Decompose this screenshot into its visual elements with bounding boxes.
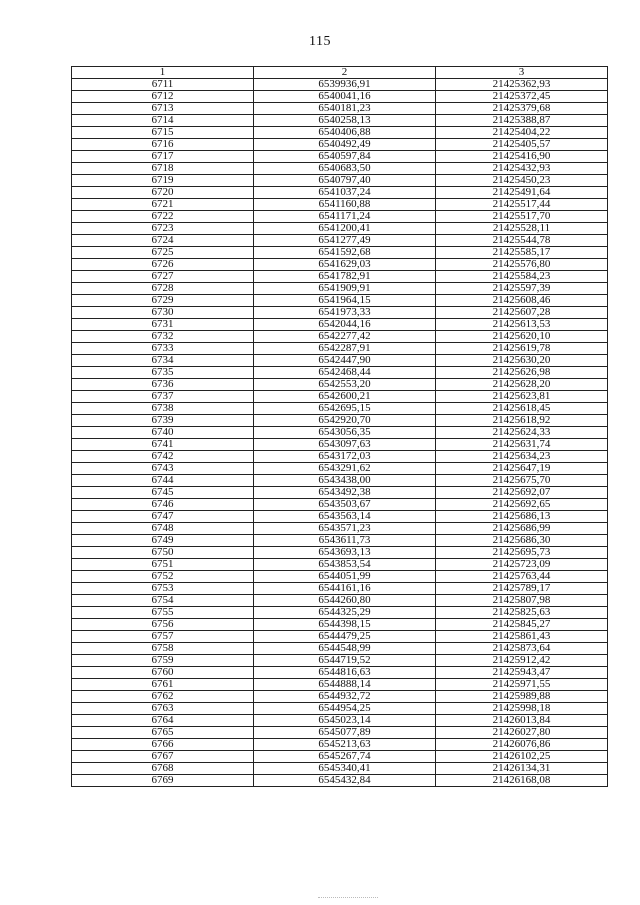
x-coordinate-cell: 6545340,41 [254,763,436,775]
y-coordinate-cell: 21425647,19 [436,463,608,475]
point-number-cell: 6757 [72,631,254,643]
column-header-3: 3 [436,67,608,79]
point-number-cell: 6719 [72,175,254,187]
y-coordinate-cell: 21426076,86 [436,739,608,751]
y-coordinate-cell: 21425675,70 [436,475,608,487]
table-row [72,487,608,499]
table-row [72,379,608,391]
point-number-cell: 6744 [72,475,254,487]
x-coordinate-cell: 6541200,41 [254,223,436,235]
table-row [72,127,608,139]
y-coordinate-cell: 21425362,93 [436,79,608,91]
table-row [72,511,608,523]
table-row [72,247,608,259]
y-coordinate-cell: 21425450,23 [436,175,608,187]
point-number-cell: 6740 [72,427,254,439]
y-coordinate-cell: 21425618,92 [436,415,608,427]
point-number-cell: 6761 [72,679,254,691]
y-coordinate-cell: 21425404,22 [436,127,608,139]
x-coordinate-cell: 6540797,40 [254,175,436,187]
table-row [72,367,608,379]
table-row [72,535,608,547]
table-row [72,391,608,403]
table-row [72,475,608,487]
y-coordinate-cell: 21425620,10 [436,331,608,343]
table-row [72,571,608,583]
table-row [72,115,608,127]
point-number-cell: 6712 [72,91,254,103]
point-number-cell: 6769 [72,775,254,787]
x-coordinate-cell: 6545267,74 [254,751,436,763]
x-coordinate-cell: 6544398,15 [254,619,436,631]
y-coordinate-cell: 21425613,53 [436,319,608,331]
table-row [72,79,608,91]
y-coordinate-cell: 21426013,84 [436,715,608,727]
x-coordinate-cell: 6540181,23 [254,103,436,115]
y-coordinate-cell: 21425630,20 [436,355,608,367]
table-row [72,319,608,331]
table-row [72,499,608,511]
x-coordinate-cell: 6545432,84 [254,775,436,787]
point-number-cell: 6767 [72,751,254,763]
x-coordinate-cell: 6543492,38 [254,487,436,499]
point-number-cell: 6762 [72,691,254,703]
y-coordinate-cell: 21425372,45 [436,91,608,103]
x-coordinate-cell: 6543503,67 [254,499,436,511]
y-coordinate-cell: 21425789,17 [436,583,608,595]
point-number-cell: 6715 [72,127,254,139]
point-number-cell: 6743 [72,463,254,475]
x-coordinate-cell: 6545023,14 [254,715,436,727]
point-number-cell: 6749 [72,535,254,547]
y-coordinate-cell: 21425607,28 [436,307,608,319]
point-number-cell: 6747 [72,511,254,523]
x-coordinate-cell: 6543097,63 [254,439,436,451]
point-number-cell: 6713 [72,103,254,115]
x-coordinate-cell: 6541973,33 [254,307,436,319]
y-coordinate-cell: 21425608,46 [436,295,608,307]
table-row [72,751,608,763]
point-number-cell: 6734 [72,355,254,367]
point-number-cell: 6720 [72,187,254,199]
point-number-cell: 6750 [72,547,254,559]
point-number-cell: 6755 [72,607,254,619]
y-coordinate-cell: 21425585,17 [436,247,608,259]
table-row [72,631,608,643]
y-coordinate-cell: 21425379,68 [436,103,608,115]
y-coordinate-cell: 21425692,07 [436,487,608,499]
point-number-cell: 6730 [72,307,254,319]
point-number-cell: 6721 [72,199,254,211]
table-row [72,175,608,187]
x-coordinate-cell: 6540597,84 [254,151,436,163]
point-number-cell: 6737 [72,391,254,403]
x-coordinate-cell: 6544479,25 [254,631,436,643]
y-coordinate-cell: 21425584,23 [436,271,608,283]
table-row [72,103,608,115]
table-row [72,667,608,679]
table-row [72,715,608,727]
y-coordinate-cell: 21425528,11 [436,223,608,235]
point-number-cell: 6765 [72,727,254,739]
y-coordinate-cell: 21425619,78 [436,343,608,355]
x-coordinate-cell: 6545077,89 [254,727,436,739]
y-coordinate-cell: 21425623,81 [436,391,608,403]
x-coordinate-cell: 6544816,63 [254,667,436,679]
table-row [72,775,608,787]
table-row [72,343,608,355]
point-number-cell: 6768 [72,763,254,775]
y-coordinate-cell: 21425686,99 [436,523,608,535]
y-coordinate-cell: 21425576,80 [436,259,608,271]
x-coordinate-cell: 6544548,99 [254,643,436,655]
table-row [72,463,608,475]
point-number-cell: 6741 [72,439,254,451]
x-coordinate-cell: 6542920,70 [254,415,436,427]
table-row [72,187,608,199]
y-coordinate-cell: 21425517,44 [436,199,608,211]
y-coordinate-cell: 21425723,09 [436,559,608,571]
x-coordinate-cell: 6540406,88 [254,127,436,139]
x-coordinate-cell: 6544051,99 [254,571,436,583]
table-row [72,703,608,715]
y-coordinate-cell: 21425544,78 [436,235,608,247]
x-coordinate-cell: 6539936,91 [254,79,436,91]
x-coordinate-cell: 6544888,14 [254,679,436,691]
x-coordinate-cell: 6543693,13 [254,547,436,559]
point-number-cell: 6745 [72,487,254,499]
point-number-cell: 6766 [72,739,254,751]
table-row [72,547,608,559]
y-coordinate-cell: 21425432,93 [436,163,608,175]
point-number-cell: 6729 [72,295,254,307]
point-number-cell: 6723 [72,223,254,235]
y-coordinate-cell: 21426134,31 [436,763,608,775]
table-row [72,415,608,427]
point-number-cell: 6758 [72,643,254,655]
table-row [72,283,608,295]
y-coordinate-cell: 21425695,73 [436,547,608,559]
point-number-cell: 6726 [72,259,254,271]
table-row [72,331,608,343]
point-number-cell: 6759 [72,655,254,667]
table-row [72,439,608,451]
table-row [72,199,608,211]
y-coordinate-cell: 21425763,44 [436,571,608,583]
table-row [72,727,608,739]
point-number-cell: 6739 [72,415,254,427]
x-coordinate-cell: 6542277,42 [254,331,436,343]
x-coordinate-cell: 6541037,24 [254,187,436,199]
table-row [72,679,608,691]
x-coordinate-cell: 6542600,21 [254,391,436,403]
point-number-cell: 6731 [72,319,254,331]
point-number-cell: 6732 [72,331,254,343]
point-number-cell: 6751 [72,559,254,571]
x-coordinate-cell: 6544260,80 [254,595,436,607]
point-number-cell: 6754 [72,595,254,607]
table-header-row [72,67,608,79]
x-coordinate-cell: 6541964,15 [254,295,436,307]
point-number-cell: 6718 [72,163,254,175]
table-row [72,211,608,223]
point-number-cell: 6752 [72,571,254,583]
point-number-cell: 6727 [72,271,254,283]
x-coordinate-cell: 6543853,54 [254,559,436,571]
page-number: 115 [309,34,331,49]
y-coordinate-cell: 21425873,64 [436,643,608,655]
x-coordinate-cell: 6544932,72 [254,691,436,703]
table-row [72,223,608,235]
table-row [72,451,608,463]
table-row [72,559,608,571]
y-coordinate-cell: 21425686,30 [436,535,608,547]
y-coordinate-cell: 21425631,74 [436,439,608,451]
table-row [72,619,608,631]
point-number-cell: 6736 [72,379,254,391]
point-number-cell: 6716 [72,139,254,151]
point-number-cell: 6728 [72,283,254,295]
table-row [72,607,608,619]
x-coordinate-cell: 6540683,50 [254,163,436,175]
y-coordinate-cell: 21425825,63 [436,607,608,619]
x-coordinate-cell: 6541592,68 [254,247,436,259]
table-row [72,139,608,151]
table-row [72,655,608,667]
point-number-cell: 6717 [72,151,254,163]
x-coordinate-cell: 6542447,90 [254,355,436,367]
x-coordinate-cell: 6541629,03 [254,259,436,271]
y-coordinate-cell: 21425405,57 [436,139,608,151]
table-row [72,763,608,775]
y-coordinate-cell: 21425861,43 [436,631,608,643]
x-coordinate-cell: 6541909,91 [254,283,436,295]
x-coordinate-cell: 6542287,91 [254,343,436,355]
x-coordinate-cell: 6540258,13 [254,115,436,127]
y-coordinate-cell: 21425686,13 [436,511,608,523]
x-coordinate-cell: 6541160,88 [254,199,436,211]
coordinates-table [71,66,608,787]
point-number-cell: 6722 [72,211,254,223]
table-row [72,91,608,103]
y-coordinate-cell: 21425628,20 [436,379,608,391]
point-number-cell: 6753 [72,583,254,595]
point-number-cell: 6714 [72,115,254,127]
x-coordinate-cell: 6541277,49 [254,235,436,247]
point-number-cell: 6764 [72,715,254,727]
y-coordinate-cell: 21425626,98 [436,367,608,379]
x-coordinate-cell: 6543172,03 [254,451,436,463]
table-body [72,79,608,787]
y-coordinate-cell: 21425943,47 [436,667,608,679]
point-number-cell: 6733 [72,343,254,355]
y-coordinate-cell: 21425998,18 [436,703,608,715]
x-coordinate-cell: 6543611,73 [254,535,436,547]
table-row [72,295,608,307]
y-coordinate-cell: 21425624,33 [436,427,608,439]
point-number-cell: 6724 [72,235,254,247]
x-coordinate-cell: 6543291,62 [254,463,436,475]
y-coordinate-cell: 21425634,23 [436,451,608,463]
y-coordinate-cell: 21425807,98 [436,595,608,607]
table-row [72,583,608,595]
y-coordinate-cell: 21425517,70 [436,211,608,223]
x-coordinate-cell: 6541782,91 [254,271,436,283]
table-row [72,151,608,163]
x-coordinate-cell: 6543438,00 [254,475,436,487]
x-coordinate-cell: 6542695,15 [254,403,436,415]
point-number-cell: 6711 [72,79,254,91]
x-coordinate-cell: 6541171,24 [254,211,436,223]
table-row [72,355,608,367]
point-number-cell: 6756 [72,619,254,631]
table-row [72,427,608,439]
x-coordinate-cell: 6544325,29 [254,607,436,619]
y-coordinate-cell: 21425416,90 [436,151,608,163]
y-coordinate-cell: 21425388,87 [436,115,608,127]
y-coordinate-cell: 21425692,65 [436,499,608,511]
x-coordinate-cell: 6545213,63 [254,739,436,751]
x-coordinate-cell: 6542553,20 [254,379,436,391]
table-row [72,523,608,535]
point-number-cell: 6742 [72,451,254,463]
table-row [72,643,608,655]
x-coordinate-cell: 6543056,35 [254,427,436,439]
y-coordinate-cell: 21425912,42 [436,655,608,667]
point-number-cell: 6725 [72,247,254,259]
x-coordinate-cell: 6544719,52 [254,655,436,667]
column-header-1: 1 [72,67,254,79]
y-coordinate-cell: 21425989,88 [436,691,608,703]
y-coordinate-cell: 21426102,25 [436,751,608,763]
y-coordinate-cell: 21425971,55 [436,679,608,691]
point-number-cell: 6763 [72,703,254,715]
y-coordinate-cell: 21426027,80 [436,727,608,739]
column-header-2: 2 [254,67,436,79]
point-number-cell: 6748 [72,523,254,535]
y-coordinate-cell: 21425618,45 [436,403,608,415]
point-number-cell: 6760 [72,667,254,679]
y-coordinate-cell: 21425491,64 [436,187,608,199]
x-coordinate-cell: 6540492,49 [254,139,436,151]
y-coordinate-cell: 21425845,27 [436,619,608,631]
y-coordinate-cell: 21425597,39 [436,283,608,295]
table-row [72,403,608,415]
x-coordinate-cell: 6543563,14 [254,511,436,523]
table-row [72,691,608,703]
table-row [72,259,608,271]
x-coordinate-cell: 6542468,44 [254,367,436,379]
table-row [72,739,608,751]
table-row [72,307,608,319]
x-coordinate-cell: 6542044,16 [254,319,436,331]
table-row [72,235,608,247]
y-coordinate-cell: 21426168,08 [436,775,608,787]
point-number-cell: 6746 [72,499,254,511]
table-row [72,271,608,283]
x-coordinate-cell: 6544954,25 [254,703,436,715]
x-coordinate-cell: 6543571,23 [254,523,436,535]
point-number-cell: 6738 [72,403,254,415]
table-row [72,595,608,607]
table-row [72,163,608,175]
x-coordinate-cell: 6540041,16 [254,91,436,103]
x-coordinate-cell: 6544161,16 [254,583,436,595]
point-number-cell: 6735 [72,367,254,379]
footer-dotted-line [318,897,378,898]
